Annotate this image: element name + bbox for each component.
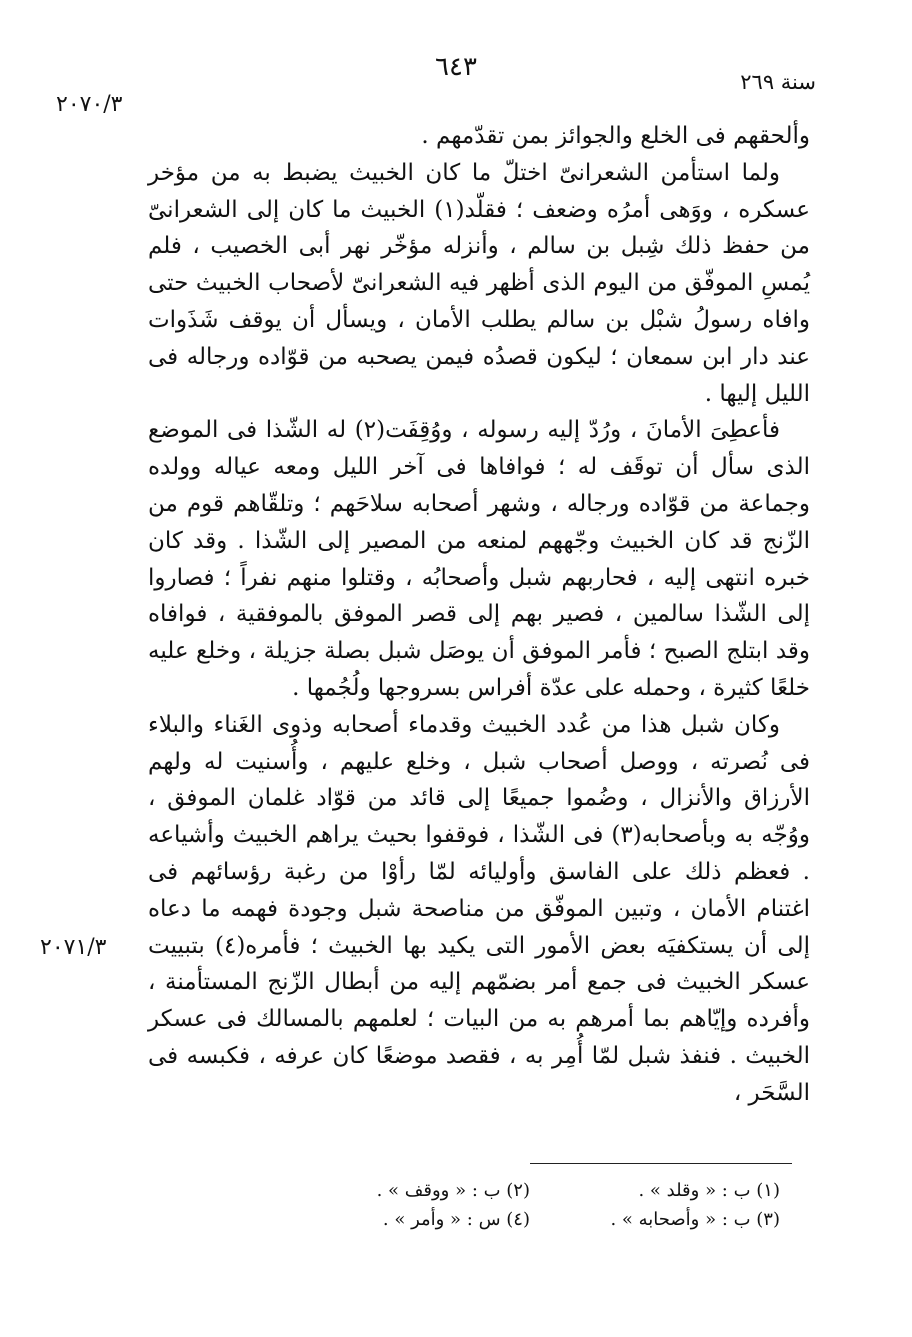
footnote-rule [530,1163,792,1164]
page-number: ٦٤٣ [435,52,477,82]
footnote-row [300,1176,780,1205]
footnote-3: (٣) ب : « وأصحابه » . [610,1209,780,1230]
footnote-row [300,1205,780,1234]
footnote-1: (١) ب : « وقلد » . [638,1180,780,1201]
paragraph-2: ولما استأمن الشعرانىّ اختلّ ما كان الخبيث يضبط به من مؤخر عسكره ، ووَهى أمرُه وضعف ؛ فقلّد(١) الخبيث ما كان إلى الشعرانىّ من حفظ ذلك شِبل بن سالم ، وأنزله مؤخّر نهر أبى الخصيب ، فلم يُمسِ الموفّق من اليوم الذى أظهر فيه الشعرانىّ لأصحاب الخبيث حتى وافاه رسولُ شبْل بن سالم يطلب الأمان ، ويسأل أن يوقف شَذَوات عند دار ابن سمعان ؛ ليكون قصدُه فيمن يصحبه من قوّاده ورجاله فى الليل إليها . [148,159,810,407]
margin-reference-middle: ٢٠٧١/٣ [40,935,107,960]
paragraph-3: فأعطِىَ الأمانَ ، ورُدّ إليه رسوله ، ووُقِفَت(٢) له الشّذا فى الموضع الذى سأل أن توقَف له ؛ فوافاها فى آخر الليل ومعه عياله وولده وجماعة من قوّاده ورجاله ، وشهر أصحابه سلاحَهم ؛ وتلقّاهم قوم من الزّنج قد كان الخبيث وجّههم لمنعه من المصير إلى الشّذا . وقد كان خبره انتهى إليه ، فحاربهم شبل وأصحابُه ، وقتلوا منهم نفراً ؛ فصاروا إلى الشّذا سالمين ، فصير بهم إلى قصر الموفق بالموفقية ، فوافاه وقد ابتلج الصبح ؛ فأمر الموفق أن يوصَل شبل بصلة جزيلة ، وخلع عليه خلعًا كثيرة ، وحمله على عدّة أفراس بسروجها ولُجُمها . [148,417,810,701]
footnote-4: (٤) س : « وأمر » . [382,1209,530,1230]
footnote-2: (٢) ب : « ووقف » . [376,1180,530,1201]
margin-reference-top: ٢٠٧٠/٣ [56,92,123,117]
paragraph-1: وألحقهم فى الخلع والجوائز بمن تقدّمهم . [421,123,810,149]
footnotes [300,1176,780,1234]
body-text [148,118,810,1112]
running-head: سنة ٢٦٩ [740,70,816,94]
paragraph-4: وكان شبل هذا من عُدد الخبيث وقدماء أصحابه وذوى الغَناء والبلاء فى نُصرته ، ووصل أصحاب شبل ، وخلع عليهم ، وأُسنيت له ولهم الأرزاق والأنزال ، وضُموا جميعًا إلى قائد من قوّاد غلمان الموفق ، ووُجّه به وبأصحابه(٣) فى الشّذا ، فوقفوا بحيث يراهم الخبيث وأشياعه . فعظم ذلك على الفاسق وأوليائه لمّا رأوْا من رغبة رؤسائهم فى اغتنام الأمان ، وتبين الموفّق من مناصحة شبل وجودة فهمه ما دعاه إلى أن يستكفيَه بعض الأمور التى يكيد بها الخبيث ؛ فأمره(٤) بتبييت عسكر الخبيث فى جمع أمر بضمّهم إليه من أبطال الزّنج المستأمنة ، وأفرده وإيّاهم بما أمرهم به من البيات ؛ لعلمهم بالمسالك فى عسكر الخبيث . فنفذ شبل لمّا أُمِر به ، فقصد موضعًا كان عرفه ، فكبسه فى السَّحَر ، [148,711,810,1106]
